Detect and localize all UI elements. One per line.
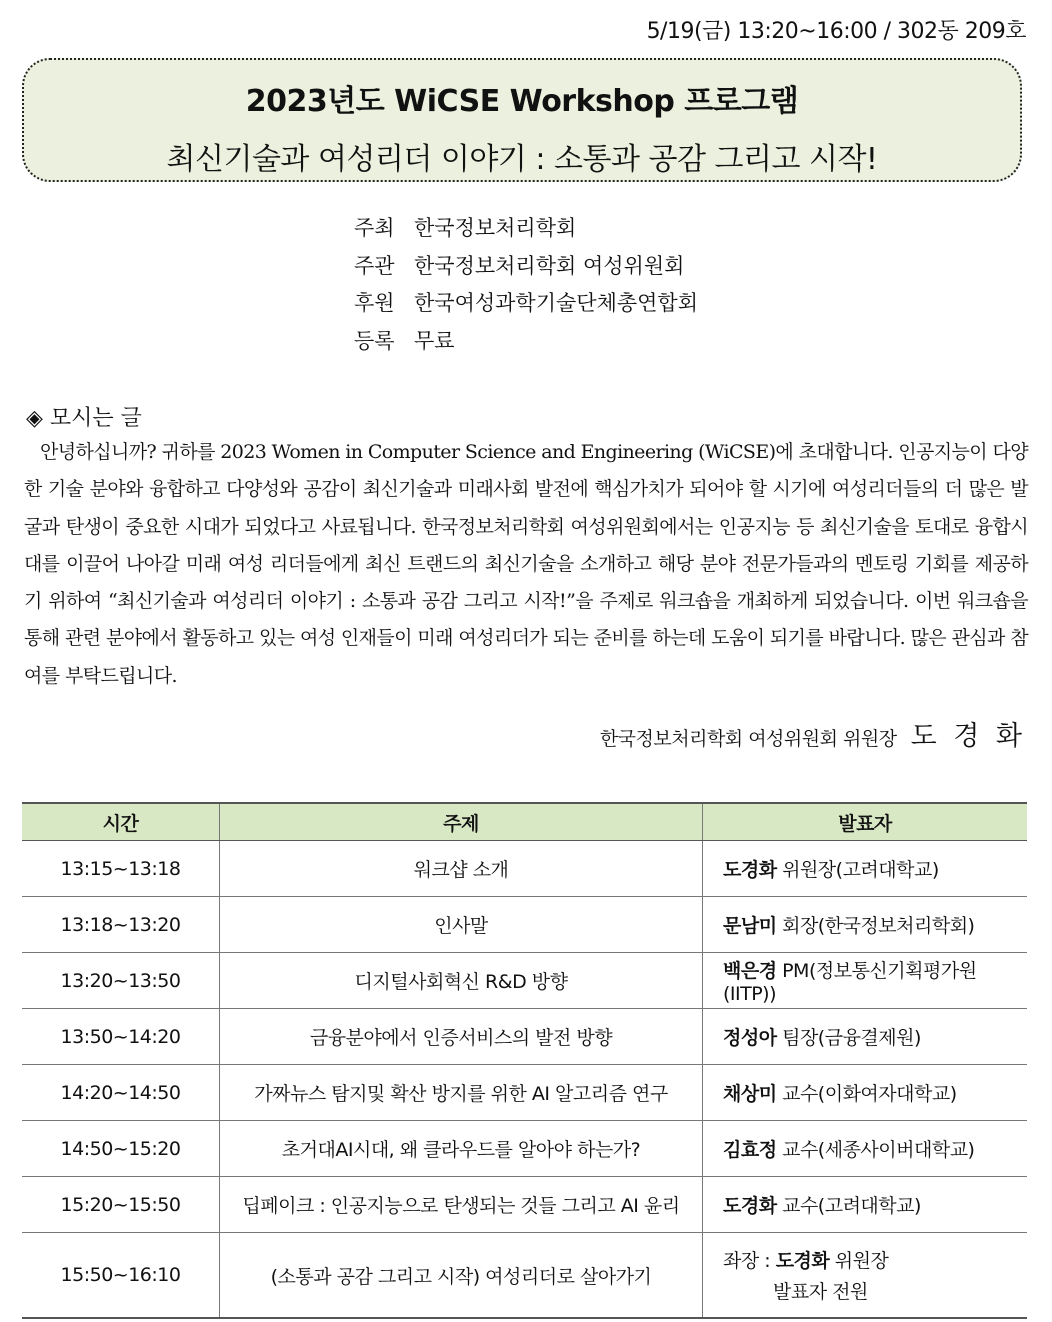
table-row (22, 1233, 1027, 1319)
info-label: 후원 (354, 291, 395, 315)
all-speakers-label: 발표자 전원 (773, 1281, 868, 1303)
time-cell: 13:50~14:20 (22, 1009, 220, 1065)
signature (600, 714, 1026, 753)
topic-cell: 워크샵 소개 (220, 841, 703, 897)
time-cell: 13:20~13:50 (22, 953, 220, 1009)
speaker-role: 회장(한국정보처리학회) (776, 915, 975, 937)
speaker-name: 도경화 (723, 1195, 777, 1217)
table-row (22, 953, 1027, 1009)
info-label: 주최 (354, 216, 395, 240)
time-cell: 13:18~13:20 (22, 897, 220, 953)
speaker-cell (703, 897, 1028, 953)
topic-cell: 금융분야에서 인증서비스의 발전 방향 (220, 1009, 703, 1065)
info-row-sponsor (354, 285, 698, 323)
speaker-name: 도경화 (723, 859, 777, 881)
table-row (22, 897, 1027, 953)
time-cell: 15:20~15:50 (22, 1177, 220, 1233)
topic-cell: 디지털사회혁신 R&D 방향 (220, 953, 703, 1009)
topic-cell: 초거대AI시대, 왜 클라우드를 알아야 하는가? (220, 1121, 703, 1177)
speaker-name: 정성아 (723, 1027, 777, 1049)
time-cell: 15:50~16:10 (22, 1233, 220, 1319)
program-subtitle: 최신기술과 여성리더 이야기 : 소통과 공감 그리고 시작! (166, 142, 878, 177)
speaker-role: PM(정보통신기획평가원(IITP)) (723, 960, 977, 1005)
speaker-name: 문남미 (723, 915, 777, 937)
topic-cell: 딥페이크 : 인공지능으로 탄생되는 것들 그리고 AI 윤리 (220, 1177, 703, 1233)
info-row-registration (354, 323, 698, 361)
event-info (354, 210, 698, 360)
speaker-role: 팀장(금융결제원) (776, 1027, 921, 1049)
topic-cell: 인사말 (220, 897, 703, 953)
greeting-heading: ◈ 모시는 글 (26, 406, 142, 431)
program-title: 2023년도 WiCSE Workshop 프로그램 (245, 84, 799, 119)
table-row (22, 1065, 1027, 1121)
date-location: 5/19(금) 13:20~16:00 / 302동 209호 (646, 19, 1026, 44)
info-value: 무료 (414, 328, 455, 353)
header-speaker: 발표자 (703, 803, 1028, 841)
speaker-name: 채상미 (723, 1083, 777, 1105)
title-box (22, 58, 1022, 182)
info-value: 한국정보처리학회 (414, 216, 577, 240)
speaker-role: 교수(이화여자대학교) (776, 1083, 957, 1105)
info-value: 한국정보처리학회 여성위원회 (414, 253, 685, 278)
speaker-cell (703, 1009, 1028, 1065)
info-value: 한국여성과학기술단체총연합회 (414, 291, 699, 315)
table-row (22, 841, 1027, 897)
chair-prefix: 좌장 : (723, 1250, 776, 1272)
time-cell: 14:20~14:50 (22, 1065, 220, 1121)
info-label: 등록 (354, 328, 395, 353)
speaker-role: 교수(세종사이버대학교) (776, 1139, 975, 1161)
table-row (22, 1121, 1027, 1177)
signature-name: 도 경 화 (910, 721, 1026, 752)
signature-org: 한국정보처리학회 여성위원회 위원장 (599, 728, 897, 750)
topic-cell: (소통과 공감 그리고 시작) 여성리더로 살아가기 (220, 1233, 703, 1319)
speaker-cell (703, 841, 1028, 897)
time-cell: 14:50~15:20 (22, 1121, 220, 1177)
table-header-row (22, 803, 1027, 841)
speaker-name: 김효정 (723, 1139, 777, 1161)
speaker-name: 백은경 (723, 960, 777, 982)
schedule-table (22, 802, 1027, 1319)
speaker-cell (703, 1177, 1028, 1233)
topic-cell: 가짜뉴스 탐지및 확산 방지를 위한 AI 알고리즘 연구 (220, 1065, 703, 1121)
table-row (22, 1177, 1027, 1233)
speaker-role: 위원장(고려대학교) (776, 859, 939, 881)
speaker-role: 교수(고려대학교) (776, 1195, 921, 1217)
header-time: 시간 (22, 803, 220, 841)
info-row-organizer (354, 248, 698, 286)
speaker-cell (703, 1121, 1028, 1177)
greeting-body: 안녕하십니까? 귀하를 2023 Women in Computer Science and Engineering (WiCSE)에 초대합니다. 인공지능이 다양한 기술 분야와 융합하고 다양성와 공감이 최신기술과 미래사회 발전에 핵심가치가 되어야 할 시기에 여성리더들의 더 많은 발굴과 탄생이 중요한 시대가 되었다고 사료됩니다. 한국정보처리학회 여성위원회에서는 인공지능 등 최신기술을 토대로 융합시대를 이끌어 나아갈 미래 여성 리더들에게 최신 트랜드의 최신기술을 소개하고 해당 분야 전문가들과의 멘토링 기회를 제공하기 위하여 “최신기술과 여성리더 이야기 : 소통과 공감 그리고 시작!”을 주제로 워크숍을 개최하게 되었습니다. 이번 워크숍을 통해 관련 분야에서 활동하고 있는 여성 인재들이 미래 여성리더가 되는 준비를 하는데 도움이 되기를 바랍니다. 많은 관심과 참여를 부탁드립니다. (24, 441, 1028, 687)
header-topic: 주제 (220, 803, 703, 841)
speaker-cell (703, 1233, 1028, 1319)
speaker-cell (703, 953, 1028, 1009)
table-row (22, 1009, 1027, 1065)
speaker-name: 도경화 (775, 1250, 830, 1272)
speaker-role: 위원장 (829, 1250, 889, 1272)
time-cell: 13:15~13:18 (22, 841, 220, 897)
info-row-host (354, 210, 698, 248)
info-label: 주관 (354, 253, 395, 278)
speaker-cell (703, 1065, 1028, 1121)
